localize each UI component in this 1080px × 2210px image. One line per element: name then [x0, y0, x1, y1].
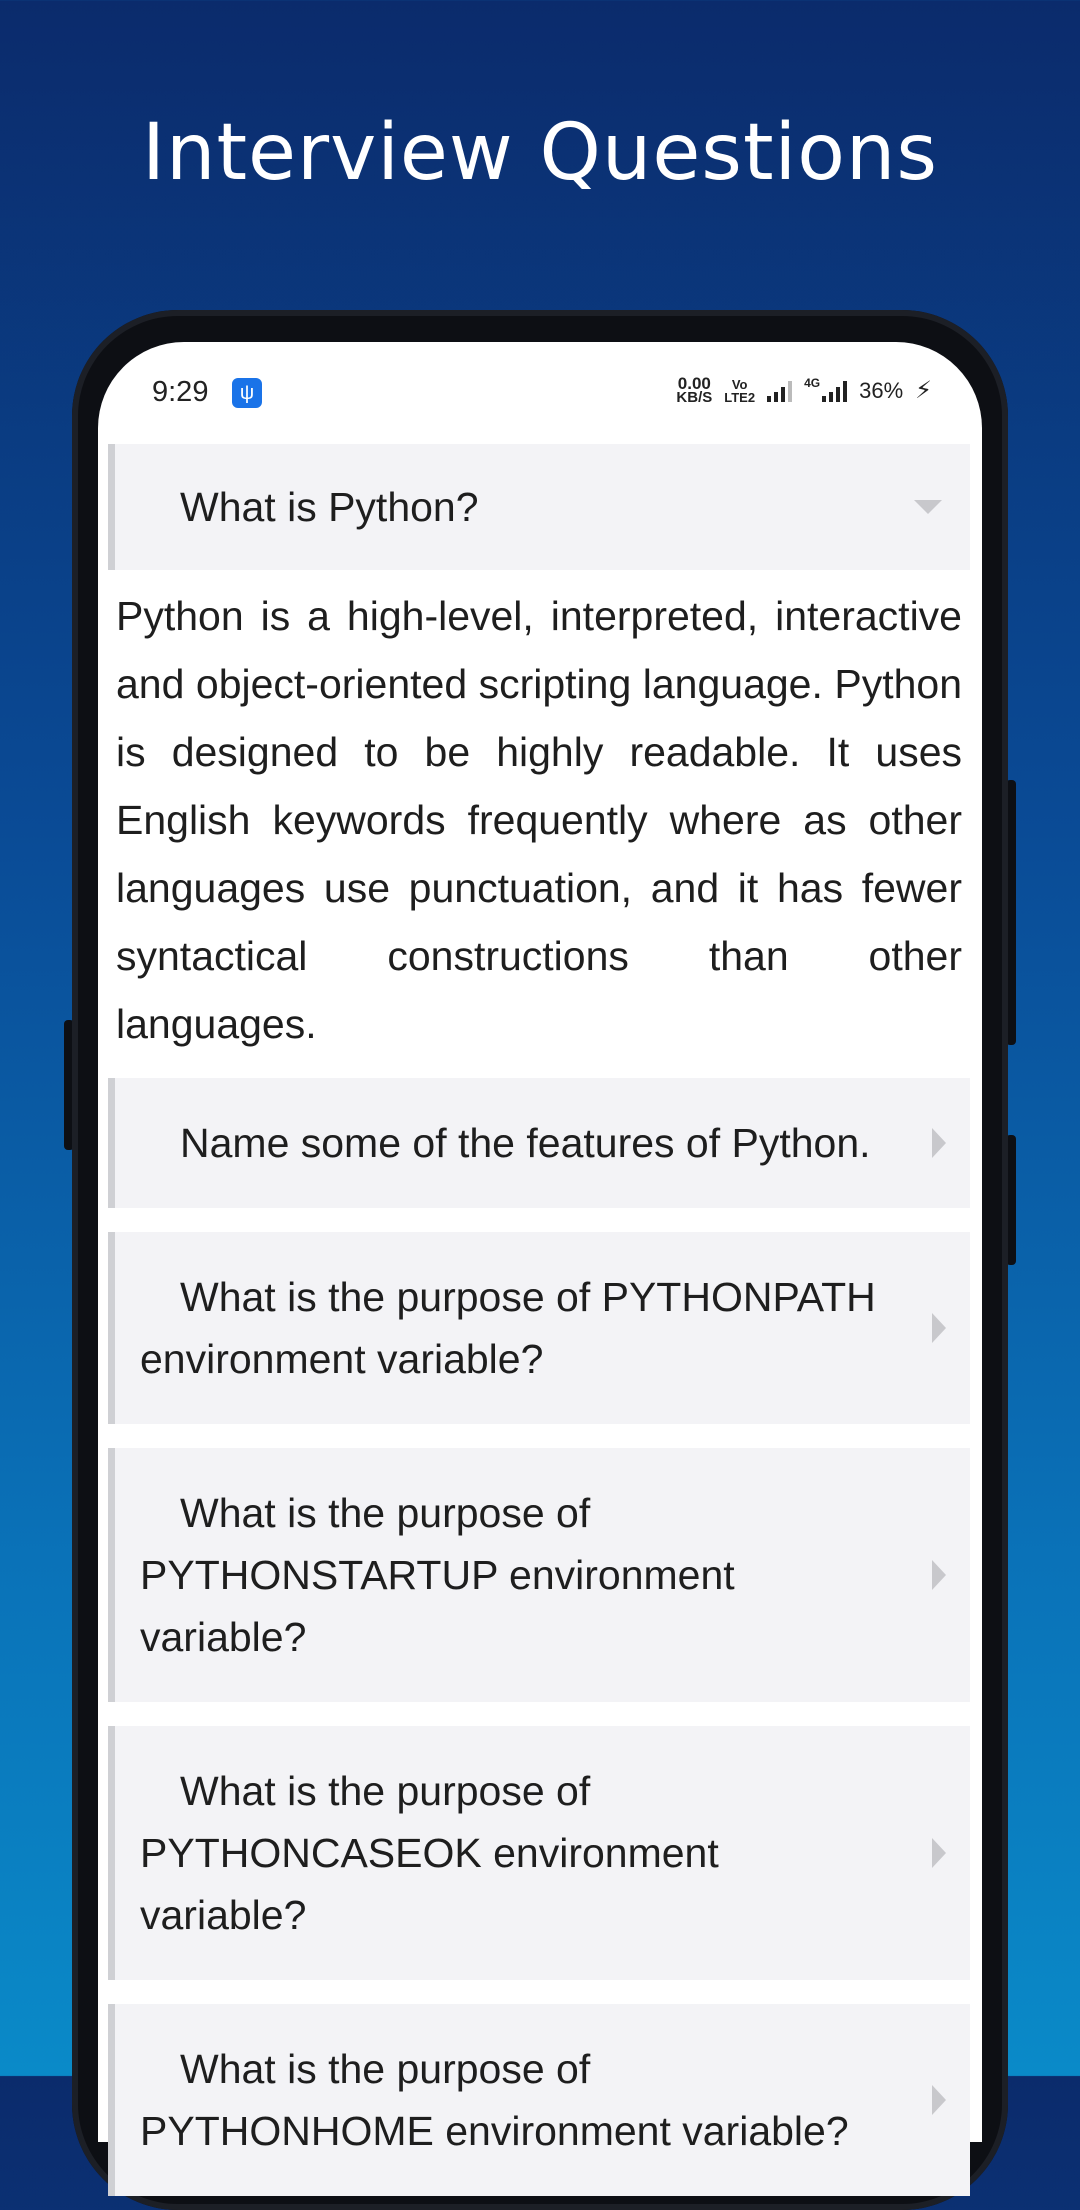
- network-speed: [676, 373, 713, 406]
- question-text: What is the purpose of PYTHONPATH environment variable?: [140, 1274, 876, 1382]
- answer-text: Python is a high-level, interpreted, interactive and object-oriented scripting language. Python is designed to be highly readable. It uses English keywords frequently where as other languages use punctuation, and it has fewer syntactical constructions than other languages.: [116, 593, 962, 1047]
- question-text: What is the purpose of PYTHONCASEOK environment variable?: [140, 1768, 719, 1938]
- volte-icon: [724, 378, 755, 404]
- question-text: What is the purpose of PYTHONSTARTUP environment variable?: [140, 1490, 735, 1660]
- status-icons: [676, 373, 932, 406]
- question-header[interactable]: [108, 1448, 970, 1702]
- chevron-right-icon: [932, 1313, 946, 1343]
- question-header[interactable]: [108, 1078, 970, 1208]
- network-speed-unit: KB/S: [676, 388, 713, 406]
- question-text: What is Python?: [180, 484, 479, 530]
- network-speed-value: 0.00: [677, 373, 711, 393]
- charging-icon: ⚡︎: [915, 377, 932, 404]
- battery-level: 36%: [859, 377, 904, 403]
- volte-top: Vo: [731, 376, 748, 392]
- signal-sim1-icon: [767, 380, 792, 402]
- question-header[interactable]: [108, 444, 970, 570]
- chevron-right-icon: [932, 1128, 946, 1158]
- question-header[interactable]: [108, 1726, 970, 1980]
- status-bar: [98, 342, 982, 442]
- status-time: 9:29: [152, 376, 209, 408]
- chevron-right-icon: [932, 2085, 946, 2115]
- question-header[interactable]: [108, 2004, 970, 2196]
- chevron-right-icon: [932, 1838, 946, 1868]
- question-header[interactable]: [108, 1232, 970, 1424]
- phone-screen: [98, 342, 982, 2154]
- usb-icon: ψ: [232, 378, 262, 408]
- signal-sim2-icon: [804, 375, 847, 402]
- chevron-down-icon: [914, 500, 942, 514]
- network-type: 4G: [804, 375, 821, 390]
- chevron-right-icon: [932, 1560, 946, 1590]
- question-text: Name some of the features of Python.: [180, 1120, 871, 1166]
- question-list: [108, 444, 970, 2196]
- question-text: What is the purpose of PYTHONHOME environment variable?: [140, 2046, 849, 2154]
- volte-bottom: LTE2: [724, 389, 756, 405]
- headline: Interview Questions: [142, 108, 938, 198]
